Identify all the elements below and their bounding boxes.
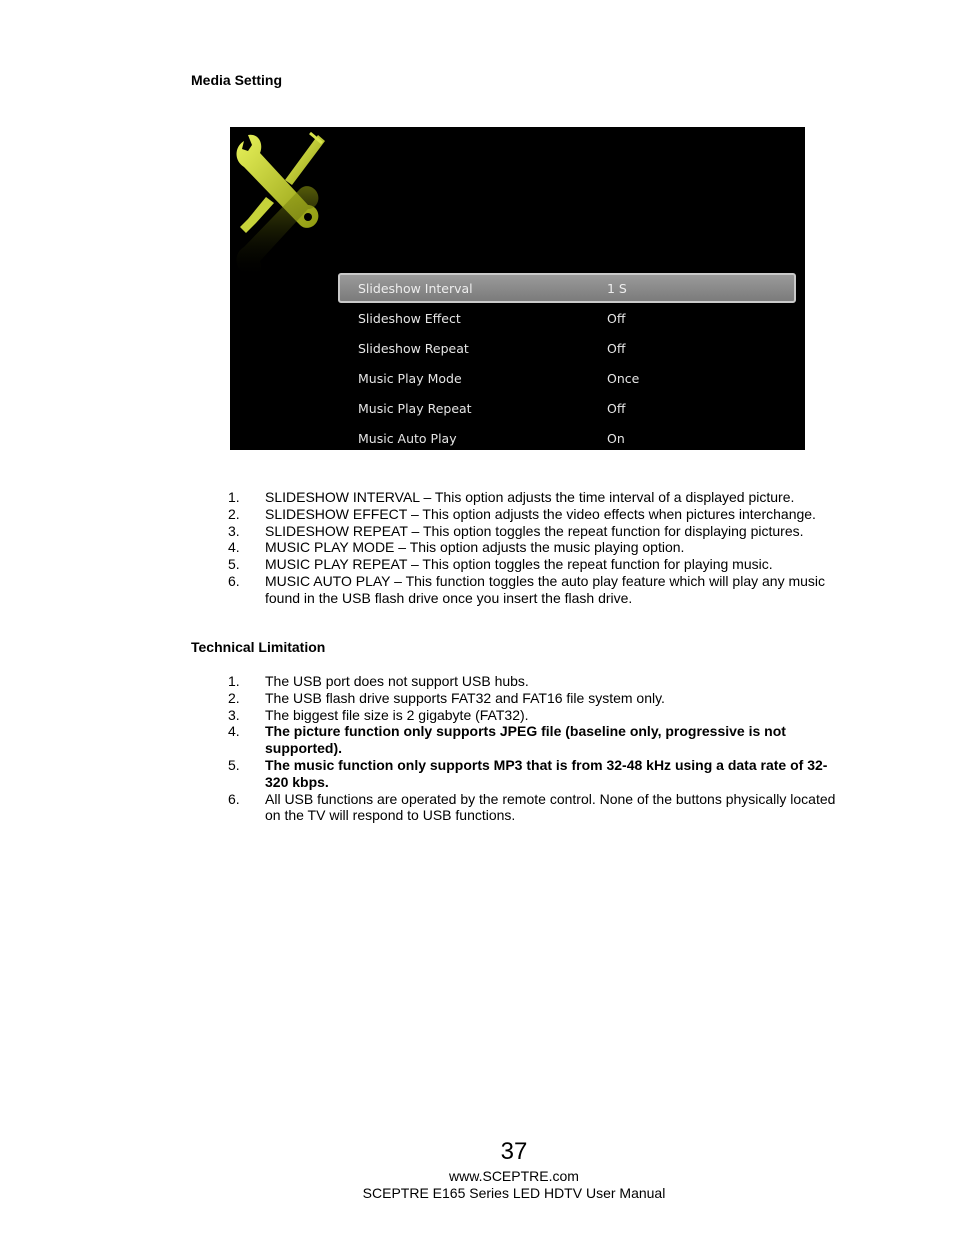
list-text: SLIDESHOW EFFECT – This option adjusts the video effects when pictures interchange. — [265, 505, 816, 522]
menu-row-music-auto-play[interactable] — [338, 423, 796, 450]
list-item — [228, 757, 848, 791]
list-number: 1. — [228, 489, 240, 505]
section-title-media-setting: Media Setting — [191, 72, 283, 88]
list-item — [228, 707, 848, 724]
menu-row-label: Music Play Repeat — [358, 401, 472, 416]
technical-limitation-list — [228, 673, 848, 824]
list-number: 1. — [228, 673, 240, 689]
list-item — [228, 539, 848, 556]
menu-row-label: Slideshow Effect — [358, 311, 461, 326]
menu-row-value: Off — [607, 311, 626, 326]
page-number: 37 — [500, 1138, 528, 1165]
menu-row-value: On — [607, 431, 625, 446]
list-number: 5. — [228, 556, 240, 573]
list-number: 6. — [228, 572, 240, 589]
menu-row-slideshow-repeat[interactable] — [338, 333, 796, 363]
list-number: 3. — [228, 706, 240, 723]
list-item — [228, 573, 848, 607]
menu-row-music-play-mode[interactable] — [338, 363, 796, 393]
list-text: The USB port does not support USB hubs. — [265, 673, 529, 689]
list-number: 6. — [228, 790, 240, 807]
menu-row-label: Slideshow Interval — [358, 281, 473, 296]
menu-row-music-play-repeat[interactable] — [338, 393, 796, 423]
list-text: The USB flash drive supports FAT32 and FAT16 file system only. — [265, 689, 665, 706]
wrench-screwdriver-icon — [230, 127, 330, 287]
menu-row-label: Slideshow Repeat — [358, 341, 469, 356]
menu-row-value: Off — [607, 401, 626, 416]
list-text: SLIDESHOW REPEAT – This option toggles the repeat function for displaying pictures. — [265, 522, 804, 539]
list-number: 3. — [228, 522, 240, 539]
section-title-technical-limitation: Technical Limitation — [191, 639, 326, 655]
list-item — [228, 690, 848, 707]
list-item — [228, 556, 848, 573]
list-number: 4. — [228, 723, 240, 740]
list-item — [228, 791, 848, 825]
list-number: 2. — [228, 689, 240, 706]
tv-menu-screenshot — [230, 127, 805, 450]
footer-manual-title: SCEPTRE E165 Series LED HDTV User Manual — [362, 1185, 666, 1201]
list-item — [228, 673, 848, 690]
list-text: The music function only supports MP3 that is from 32-48 kHz using a data rate of 32-320 kbps. — [265, 756, 828, 790]
list-text: MUSIC PLAY MODE – This option adjusts the music playing option. — [265, 539, 685, 556]
list-text: The picture function only supports JPEG file (baseline only, progressive is not supported). — [265, 723, 786, 757]
list-text: MUSIC AUTO PLAY – This function toggles the auto play feature which will play any music found in the USB flash drive once you insert the flash drive. — [265, 572, 826, 606]
menu-row-label: Music Auto Play — [358, 431, 457, 446]
menu-row-value: 1 S — [607, 281, 627, 296]
list-number: 2. — [228, 505, 240, 522]
menu-row-value: Once — [607, 371, 640, 386]
list-number: 4. — [228, 539, 240, 556]
list-item — [228, 523, 848, 540]
list-item — [228, 723, 848, 757]
footer-url: www.SCEPTRE.com — [449, 1168, 579, 1184]
menu-row-slideshow-effect[interactable] — [338, 303, 796, 333]
menu-row-value: Off — [607, 341, 626, 356]
list-item — [228, 506, 848, 523]
media-setting-list — [228, 489, 848, 607]
list-item — [228, 489, 848, 506]
menu-row-label: Music Play Mode — [358, 371, 462, 386]
media-settings-menu — [338, 273, 796, 450]
list-text: The biggest file size is 2 gigabyte (FAT32). — [265, 706, 529, 723]
list-text: MUSIC PLAY REPEAT – This option toggles the repeat function for playing music. — [265, 556, 773, 573]
menu-row-slideshow-interval[interactable] — [338, 273, 796, 303]
list-text: SLIDESHOW INTERVAL – This option adjusts the time interval of a displayed picture. — [265, 489, 795, 505]
list-text: All USB functions are operated by the remote control. None of the buttons physically located on the TV will respond to USB functions. — [265, 790, 836, 824]
list-number: 5. — [228, 756, 240, 773]
